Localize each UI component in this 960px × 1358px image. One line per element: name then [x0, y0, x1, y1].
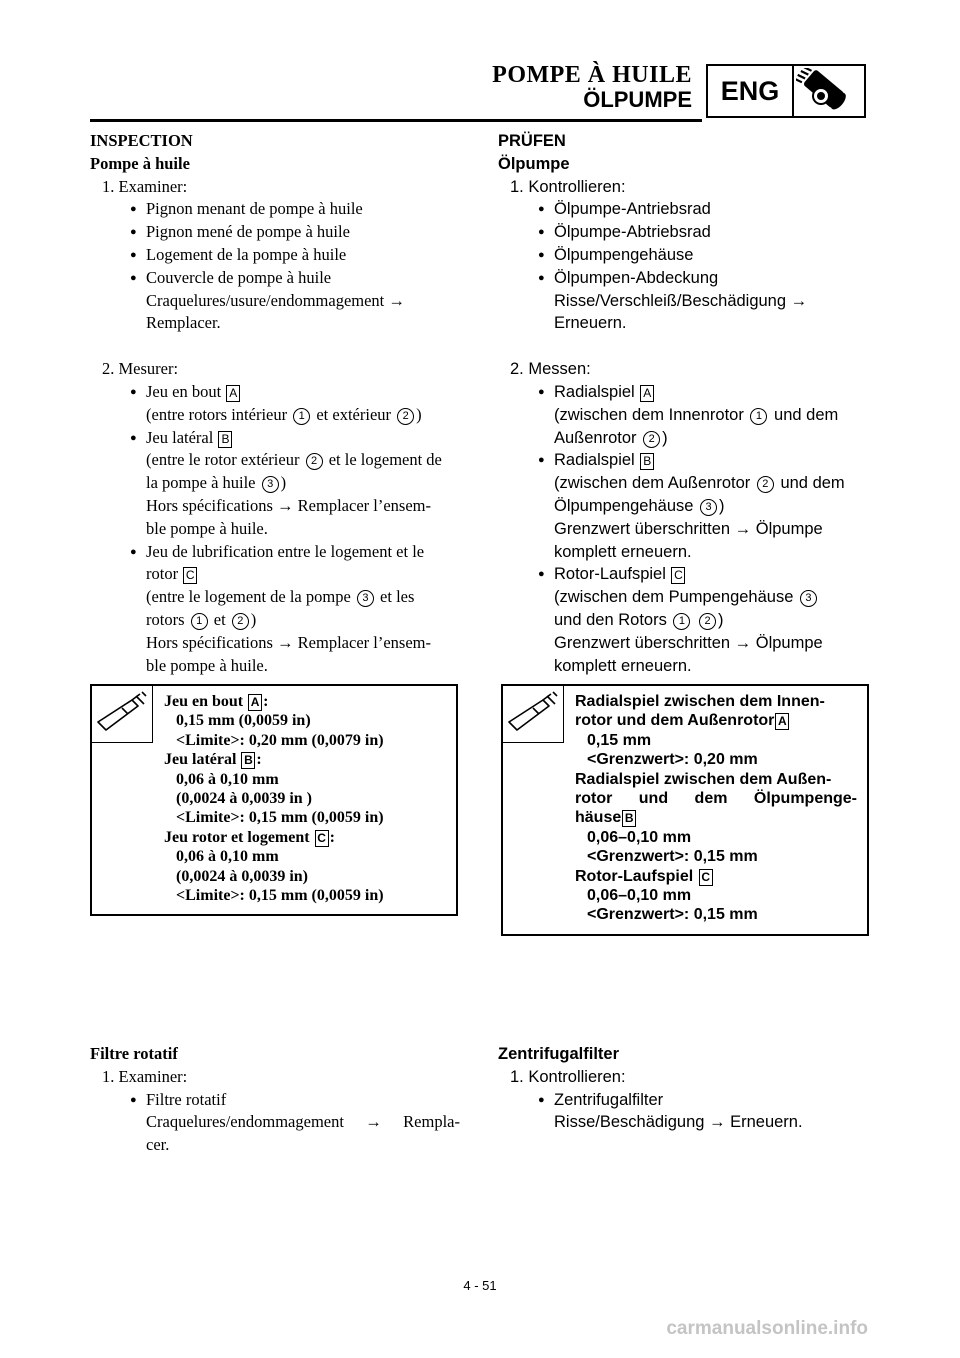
measure-radialspiel: ● Radialspiel A [498, 381, 868, 404]
measure-housing-clearance: ● Jeu de lubrification entre le logement et le [90, 541, 460, 564]
spec-box-de [501, 684, 869, 936]
spec-values-fr: Jeu en bout A : 0,15 mm (0,0059 in) <Limite>: 0,20 mm (0,0079 in) Jeu latéral B : 0,06 à 0,10 mm (0,0024 à 0,0039 in ) <Limite>: 0,15 mm (0,0059 in) Jeu rotor et logement C : 0,06 à 0,10 mm (0,0024 à 0,0039 in) <Limite>: 0,15 mm (0,0059 in) [164, 693, 384, 905]
out-of-spec: Hors spécifications → Remplacer l’ensem- [146, 632, 431, 652]
list-item: ● Pignon menant de pompe à huile [90, 198, 460, 221]
step-examine: 1. Examiner: [102, 176, 188, 196]
result-action: Erneuern. [554, 314, 627, 333]
watermark: carmanualsonline.info [666, 1318, 868, 1339]
eng-badge [706, 64, 866, 118]
out-of-spec: Grenzwert überschritten → Ölpumpe [554, 633, 823, 652]
column-french [90, 130, 460, 677]
measure-desc: rotors 1 et 2 ) [146, 609, 257, 629]
section-title-fr: POMPE À HUILE [492, 62, 692, 88]
column-german [498, 130, 868, 677]
measure-desc: Außenrotor 2 ) [554, 428, 668, 447]
section-zentrifugalfilter-de [498, 1043, 868, 1134]
list-item: ● Ölpumpengehäuse [498, 244, 868, 267]
result-action: cer. [146, 1135, 170, 1155]
subheading-zentrifugalfilter: Zentrifugalfilter [498, 1045, 620, 1063]
measure-side-clearance: ● Jeu latéral B [90, 427, 460, 450]
measure-desc: und den Rotors 1 2 ) [554, 610, 724, 629]
list-item: ● Couvercle de pompe à huile [90, 267, 460, 290]
step-messen: 2. Messen: [510, 360, 591, 379]
step-kontrollieren: 1. Kontrollieren: [510, 177, 626, 196]
result-text: Craquelures/endommagement → Rempla- [146, 1112, 460, 1132]
measure-tip-clearance: ● Jeu en bout A [90, 381, 460, 404]
caliper-icon [503, 686, 564, 743]
step-measure: 2. Mesurer: [102, 359, 179, 379]
caliper-icon [92, 686, 153, 743]
measure-desc: Ölpumpengehäuse 3 ) [554, 496, 725, 515]
heading-inspection: INSPECTION [90, 131, 193, 150]
subheading-oelpumpe: Ölpumpe [498, 154, 570, 173]
step-examine: 1. Examiner: [102, 1066, 188, 1086]
result-action: Remplacer. [146, 313, 221, 333]
spec-values-de: Radialspiel zwischen dem Innen- rotor und dem Außenrotor A 0,15 mm <Grenzwert>: 0,20 mm Radialspiel zwischen dem Außen- rotor und dem Ölpumpenge- häuse B 0,06–0,10 mm <Grenzwert>: 0,15 mm Rotor-Laufspiel C 0,06–0,10 mm <Grenzwert>: 0,15 mm [575, 693, 857, 924]
list-item: ● Filtre rotatif [90, 1089, 460, 1112]
list-item: ● Ölpumpe-Antriebsrad [498, 198, 868, 221]
measure-desc: (entre le rotor extérieur 2 et le logement de [146, 450, 442, 470]
measure-desc: la pompe à huile 3 ) [146, 473, 287, 493]
list-item: ● Ölpumpe-Abtriebsrad [498, 221, 868, 244]
list-item: ● Zentrifugalfilter [498, 1089, 868, 1112]
measure-desc: (entre le logement de la pompe 3 et les [146, 587, 415, 607]
step-kontrollieren: 1. Kontrollieren: [510, 1067, 626, 1086]
heading-pruefen: PRÜFEN [498, 132, 566, 150]
header-rule [90, 119, 702, 122]
result-text: Risse/Verschleiß/Beschädigung → [554, 291, 808, 310]
out-of-spec: ble pompe à huile. [146, 518, 268, 538]
measure-radialspiel: ● Radialspiel B [498, 449, 868, 472]
measure-desc: (zwischen dem Außenrotor 2 und dem [554, 474, 845, 493]
out-of-spec: ble pompe à huile. [146, 655, 268, 675]
subheading-oil-pump: Pompe à huile [90, 153, 190, 173]
list-item: ● Logement de la pompe à huile [90, 244, 460, 267]
measure-desc: (entre rotors intérieur 1 et extérieur 2 ) [146, 404, 422, 424]
result-text: Craquelures/usure/endommagement → [146, 290, 405, 310]
out-of-spec: Hors spécifications → Remplacer l’ensem- [146, 495, 431, 515]
out-of-spec: Grenzwert überschritten → Ölpumpe [554, 519, 823, 538]
spec-box-fr [90, 684, 458, 916]
subheading-filtre-rotatif: Filtre rotatif [90, 1044, 178, 1063]
page-number: 4 - 51 [463, 1278, 497, 1293]
measure-desc: rotor C [90, 563, 460, 586]
section-title-de: ÖLPUMPE [583, 87, 692, 112]
measure-laufspiel: ● Rotor-Laufspiel C [498, 563, 868, 586]
section-rotary-filter-fr [90, 1043, 460, 1157]
list-item: ● Ölpumpen-Abdeckung [498, 267, 868, 290]
out-of-spec: komplett erneuern. [554, 656, 692, 675]
engine-piston-icon [796, 68, 862, 121]
list-item: ● Pignon mené de pompe à huile [90, 221, 460, 244]
out-of-spec: komplett erneuern. [554, 542, 692, 561]
measure-desc: (zwischen dem Innenrotor 1 und dem [554, 405, 839, 424]
eng-badge-label: ENG [708, 66, 794, 116]
measure-desc: (zwischen dem Pumpengehäuse 3 [498, 586, 868, 609]
result-text: Risse/Beschädigung → Erneuern. [554, 1113, 803, 1132]
